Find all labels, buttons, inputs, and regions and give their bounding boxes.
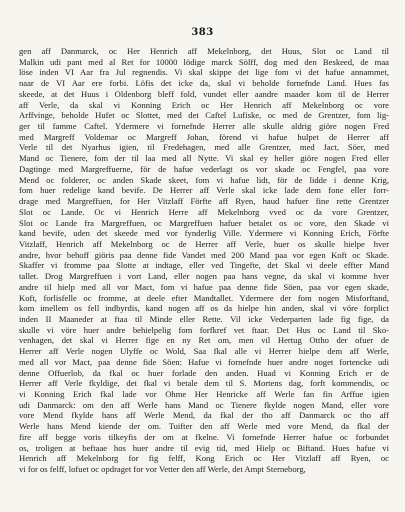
text-line: löse inden VI Aar fra Jul regnendis. Vi skal skippe det lige fom vi det hafue annammet, — [19, 67, 389, 78]
text-line: Herrer aff Verle nogen Ulyffe oc Wold, Saa fkal alle vi Herrer hielpe dem aff Werle, — [19, 346, 389, 357]
text-line: Herrer aff Verle fkyldige, det fkal vi betale dem til S. Mortens dag, forft kommendis, oc — [19, 378, 389, 389]
text-line: Henrich aff Mekelnborg for fig felff, Kong Erich oc Her Vitzlaff aff Ryen, oc — [19, 453, 389, 464]
text-line: vi for os felff, lofuet oc opdraget for vor Vetter den aff Werle, det Ampt Sterneborg, — [19, 464, 306, 475]
text-line: Dagtinge med Margreffuerne, för de hafue vederlagt os vor skade oc Fengfel, paa vore — [19, 163, 389, 174]
text-line: skeede, at det Huus i Oldenborg bleff fold, vundet eller aandre maader kom til de Herrer — [19, 88, 389, 99]
text-line: Slot oc Lande fra Margreffuen, oc Margreffuen hafuer betalet os oc vore, den Skade vi — [19, 217, 389, 228]
page-number: 383 — [191, 27, 214, 38]
body-text — [19, 46, 389, 475]
text-line: os, troligen at beftaae hos huer andre til evig tid, med Hielp oc Biftand. Hues hafue vi — [19, 442, 389, 453]
text-line: drage med Margreffuen, for Her Vitzlaff Förfte aff Ryen, haud hafuer fine rette Grentzer — [19, 196, 389, 207]
text-line: vore Mend fkylde hans aff Werle Mend, da fkal der tho aff Danmarck oc tho aff — [19, 410, 389, 421]
text-line: inden II Maaneder at ftaa til Minde eller Rette. Vil icke Vederparten lade fig fige, da — [19, 313, 389, 324]
text-line: Slot oc Lande. Oc vi Henrich Herre aff Mekelnborg vved oc da vore Grentzer, — [19, 206, 389, 217]
text-line: aff Verle, da skal vi Konning Erich oc Her Henrich aff Mekelnborg oc vore — [19, 99, 389, 110]
text-line: vi Konning Erich fkal lade vor Ohme Her Henricke aff Werle fan fin Arffue igien — [19, 389, 389, 399]
text-line: fom huer redelige kand bevife. De Herrer aff Verle skal icke lade dem fone eller forr- — [19, 185, 389, 196]
text-line: andre, hvor behoff giöris paa denne fide Vandet med 200 Mand paa vor egen Koft oc Skade. — [19, 249, 389, 260]
text-line: venhagen, det skal vi Herrer fige en ny Ret om, men vil Hertug Ottho der ofuer de — [19, 335, 389, 346]
text-line: naar de VI Aar ere forbi. Löfis det icke da, skal vi beholde fornefnde Land. Hues fas — [19, 78, 389, 89]
text-line: med all vor Mact, paa denne fide Söen: Hafue vi fornefnde huer andre noget fortencke udi — [19, 356, 389, 367]
text-line: kom imellem os fell indbyrdis, kand nogen aff os da hielpe hin anden, skal vi vöre forplict — [19, 303, 389, 314]
text-line: Mand oc Tienere, fom der til laa med all Nytte. Vi skal ey heller giöre nogen Fred eller — [19, 153, 389, 164]
text-line: Arffvinge, beholde Hufet oc Slottet, med det Caftel Lufiske, oc med de Grentzer, fom lig- — [19, 110, 389, 121]
text-line: udi Danmarck: om den aff Werle hans Mand oc Tienere fkylde nogen Mand, eller vore — [19, 399, 389, 410]
text-line: Verle til det Nyarhus igien, til Fredehagen, med alle Grentzer, med Jact, Söer, med — [19, 142, 389, 153]
text-line: fire aff begge voris tilkeyfis der om at fkelne. Vi fornefnde Herrer hafue oc forbundet — [19, 431, 389, 442]
text-line: gen aff Danmarck, oc Her Henrich aff Mekelnborg, det Huus, Slot oc Land til — [19, 46, 389, 56]
text-line: kand bevife, uden det skeede med vor fynderlig Ville. Ydermere vi Konning Erich, Förfte — [19, 228, 389, 239]
text-line: Vitzlaff, Henrich aff Mekelnborg oc de Herrer aff Verle, huer os skulle hielpe hver — [19, 238, 389, 249]
text-line: denne Offuerlob, da fkal oc huer forlade den anden. Huad vi Konning Erich er de — [19, 367, 389, 378]
text-line: Mend oc folderer, oc anden Skade skeet, fom vi hafue lidt, för de lidde i denne Krig, — [19, 174, 389, 185]
text-line: Koft, forlisfelle oc fromme, at deele efter Mandtallet. Ydermere der fom nogen Misforftand, — [19, 292, 389, 303]
text-line: skulle vi vöre huer andre behielpelig fom forfkref vet ftaar. Det Hus oc Land til Sko- — [19, 324, 389, 335]
text-line: ger til famme Caftel. Ydermere vi fornefnde Herrer alle skulle aldrig giöre nogen Fred — [19, 121, 389, 132]
text-line: Skaffer vi fromme paa Slotte at indtage, eller ved Tingefte, det Skal vi deele effter Mand — [19, 260, 389, 271]
text-line: Werle hans Mend kiende der om. Tuifter den aff Werle med vore Mend, da fkal der — [19, 421, 389, 432]
text-line: med Margreff Voldemar oc Margreff Johan, förend vi hafue hulpet de Herrer aff — [19, 131, 389, 142]
text-line: tallet. Drog Margreffuen i vort Land, eller nogen paa hans vegne, da skal vi komme hver — [19, 271, 389, 282]
text-line: Malkin udi pant med al Ret for 10000 lödige marck Sölff, dog med den Beskeed, de maa — [19, 56, 389, 67]
text-line: andre til hielp med all vor Mact, fom vi hafue paa denne fide Söen, paa vor egen skade, — [19, 281, 389, 292]
